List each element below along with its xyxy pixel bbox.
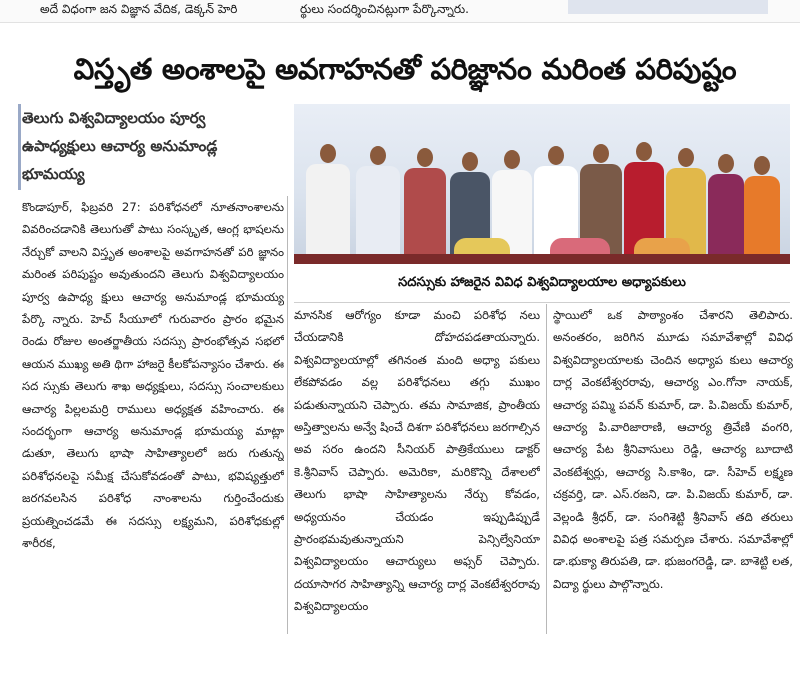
top-strip-right-text: ర్థులు సందర్శించినట్లుగా పేర్కొన్నారు. (300, 2, 469, 16)
photo-person (306, 144, 350, 264)
top-strip (0, 0, 800, 23)
article-column-3 (553, 304, 793, 644)
event-photo (294, 104, 790, 264)
top-strip-left-text: అదే విధంగా జన విజ్ఞాన వేదిక, డెక్కన్ హెరి (40, 2, 238, 16)
article-column-2 (294, 304, 540, 644)
column-divider (287, 196, 288, 634)
photo-person (356, 146, 400, 264)
headline: విస్తృత అంశాలపై అవగాహనతో పరిజ్ఞానం మరింత పరిపుష్టం (73, 52, 737, 86)
column-divider (546, 304, 547, 634)
article-column-1 (22, 196, 284, 636)
subhead: తెలుగు విశ్వవిద్యాలయం పూర్వ ఉపాధ్యక్షులు ఆచార్య అనుమాండ్ల భూమయ్య (22, 109, 218, 183)
article-text: స్థాయిలో ఒక పాఠ్యాంశం చేశారని తెలిపారు. అనంతరం, జరిగిన మూడు సమావేశాల్లో వివిధ విశ్వవిద్యాలయాలకు చెందిన అధ్యాప కులు ఆచార్య దార్ల వెంకటేశ్వరరావు, ఆచార్య ఎం.గోనా నాయక్, ఆచార్య పమ్మి పవన్ కుమార్, డా. పి.విజయ్ కుమార్, ఆచార్య పి.వారిజారాణి, ఆచార్య త్రివేణి వంగరి, ఆచార్య పేట శ్రీనివాసులు రెడ్డి, ఆచార్య బూదాటి వెంకటేశ్వర్లు, ఆచార్య సి.కాశిం, డా. సీహెచ్ లక్ష్మణ చక్రవర్తి, డా. ఎస్.రజని, డా. పి.విజయ్ కుమార్, డా. వెల్లండి శ్రీధర్, డా. సంగిశెట్టి శ్రీనివాస్ తది తరులు వివిధ అంశాలపై పత్ర సమర్పణ చేశారు. సమావేశాల్లో డా.భుక్యా తిరుపతి, డా. భుజంగరెడ్డి, డా. బాశెట్టి లత, విద్యా ర్థులు పాల్గొన్నారు. (553, 308, 793, 591)
subhead-rule (18, 104, 21, 190)
top-strip-shaded-box (568, 0, 768, 14)
stage-table (294, 254, 790, 264)
photo-person (708, 154, 744, 264)
photo-caption: సదస్సుకు హాజరైన వివిధ విశ్వవిద్యాలయాల అధ్యాపకులు (294, 264, 790, 303)
photo-person (744, 156, 780, 264)
article-text: మానసిక ఆరోగ్యం కూడా మంచి పరిశోధ నలు చేయడానికి దోహదపడతాయన్నారు. విశ్వవిద్యాలయాల్లో తగినంత మంది అధ్యా పకులు లేకపోవడం వల్ల పరిశోధనలు తగ్గు ముఖం పడుతున్నాయని చెప్పారు. తమ సామాజిక, ప్రాంతీయ అస్తిత్వాలను అన్వే షించే దిశగా పరిశోధనలు జరగాల్సిన అవ సరం ఉందని సీనియర్ పాత్రికేయులు డాక్టర్ కె.శ్రీనివాస్ చెప్పారు. అమెరికా, మరికొన్ని దేశాలలో తెలుగు భాషా సాహిత్యాలను నేర్చు కోవడం, అధ్యయనం చేయడం ఇప్పుడిప్పుడే ప్రారంభమవుతున్నాయని పెన్సిల్వేనియా విశ్వవిద్యాలయం ఆచార్యులు అఫ్సర్ చెప్పారు. దయాసాగర సాహిత్యాన్ని ఆచార్య దార్ల వెంకటేశ్వరరావు విశ్వవిద్యాలయం (294, 308, 540, 614)
article-text: కొండాపూర్, ఫిబ్రవరి 27: పరిశోధనలో నూతనాంశాలను వివరించడానికి తెలుగుతో పాటు సంస్కృత, ఆంగ్ల భాషలను నేర్చుకో వాలని విస్తృత అంశాలపై అవగాహనతో పరి జ్ఞానం మరింత పరిపుష్టం అవుతుందని తెలుగు విశ్వవిద్యాలయం పూర్వ ఉపాధ్య క్షులు ఆచార్య అనుమాండ్ల భూమయ్య పేర్కొ న్నారు. హెచ్ సీయూలో గురువారం ప్రారం భమైన రెండు రోజుల అంతర్జాతీయ సదస్సు ప్రారంభోత్సవ సభలో ఆయన ముఖ్య అతి థిగా హాజరై కీలకోపన్యాసం చేశారు. ఈ సద స్సుకు తెలుగు శాఖ అధ్యక్షులు, సదస్సు సంచాలకులు ఆచార్య పిల్లలమర్రి రాములు అధ్యక్షత వహించారు. ఈ సందర్భంగా ఆచార్య అనుమాండ్ల భూమయ్య మాట్లా డుతూ, తెలుగు భాషా సాహిత్యాలలో జరు గుతున్న పరిశోధనలపై సమీక్ష చేసుకోవడంతో పాటు, భవిష్యత్తులో జరగవలసిన పరిశోధ నాంశాలను గుర్తించేందుకు ప్రయత్నించడమే ఈ సదస్సు లక్ష్యమని, పరిశోధకుల్లో శారీరక, (22, 200, 284, 551)
photo-person (404, 148, 446, 264)
